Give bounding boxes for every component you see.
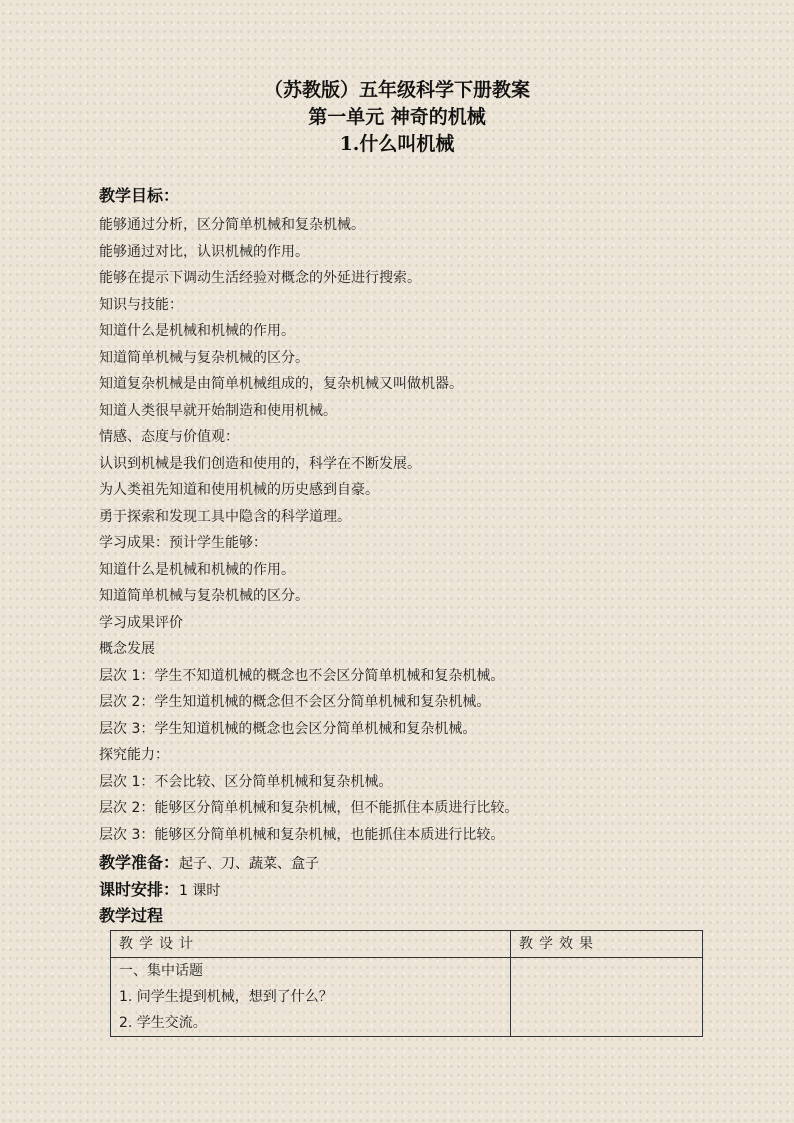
schedule-label: 课时安排： xyxy=(99,880,180,899)
preparation-line xyxy=(99,852,319,875)
content-line: 知道简单机械与复杂机械的区分。 xyxy=(99,588,309,604)
content-line: 知道什么是机械和机械的作用。 xyxy=(99,561,295,578)
preparation-label: 教学准备： xyxy=(99,853,180,872)
teaching-process-table xyxy=(110,930,703,1037)
content-line: 为人类祖先知道和使用机械的历史感到自豪。 xyxy=(99,482,379,498)
content-line: 知道人类很早就开始制造和使用机械。 xyxy=(99,402,337,419)
content-line: 能够通过分析，区分简单机械和复杂机械。 xyxy=(99,217,365,233)
table-header-design: 教学设计 xyxy=(111,931,511,958)
lesson-content-list xyxy=(99,212,719,848)
design-line: 1. 问学生提到机械，想到了什么？ xyxy=(119,989,333,1005)
content-line: 层次 1：不会比较、区分简单机械和复杂机械。 xyxy=(99,773,393,790)
content-line: 概念发展 xyxy=(99,641,155,657)
content-line: 学习成果评价 xyxy=(99,614,183,631)
lesson-title: 1.什么叫机械 xyxy=(339,133,455,155)
content-line: 情感、态度与价值观： xyxy=(99,429,239,445)
effect-cell xyxy=(511,958,703,1037)
unit-title: 第一单元 神奇的机械 xyxy=(308,106,486,128)
goals-heading: 教学目标： xyxy=(99,186,180,205)
content-line: 层次 2：能够区分简单机械和复杂机械，但不能抓住本质进行比较。 xyxy=(99,800,519,816)
design-line: 一、集中话题 xyxy=(119,963,203,979)
table-header-effect: 教学效果 xyxy=(511,931,703,958)
schedule-value: 1 课时 xyxy=(179,883,221,899)
content-line: 能够通过对比，认识机械的作用。 xyxy=(99,243,309,260)
design-line: 2. 学生交流。 xyxy=(119,1015,207,1031)
content-line: 知道什么是机械和机械的作用。 xyxy=(99,323,295,339)
content-line: 层次 3：能够区分简单机械和复杂机械，也能抓住本质进行比较。 xyxy=(99,826,505,843)
content-line: 能够在提示下调动生活经验对概念的外延进行搜索。 xyxy=(99,270,421,286)
content-line: 探究能力： xyxy=(99,747,169,763)
content-line: 层次 2：学生知道机械的概念但不会区分简单机械和复杂机械。 xyxy=(99,694,491,710)
schedule-line xyxy=(99,879,220,902)
content-line: 勇于探索和发现工具中隐含的科学道理。 xyxy=(99,508,351,525)
preparation-value: 起子、刀、蔬菜、盒子 xyxy=(179,856,320,872)
process-heading: 教学过程 xyxy=(99,906,164,925)
content-line: 层次 1：学生不知道机械的概念也不会区分简单机械和复杂机械。 xyxy=(99,667,505,684)
content-line: 知识与技能： xyxy=(99,296,183,313)
content-line: 学习成果：预计学生能够： xyxy=(99,535,267,551)
content-line: 层次 3：学生知道机械的概念也会区分简单机械和复杂机械。 xyxy=(99,720,477,737)
content-line: 知道简单机械与复杂机械的区分。 xyxy=(99,349,309,366)
table-row xyxy=(111,958,703,1037)
content-line: 认识到机械是我们创造和使用的，科学在不断发展。 xyxy=(99,455,421,472)
document-title: （苏教版）五年级科学下册教案 xyxy=(263,79,530,101)
design-cell xyxy=(111,958,511,1037)
content-line: 知道复杂机械是由简单机械组成的，复杂机械又叫做机器。 xyxy=(99,376,463,392)
